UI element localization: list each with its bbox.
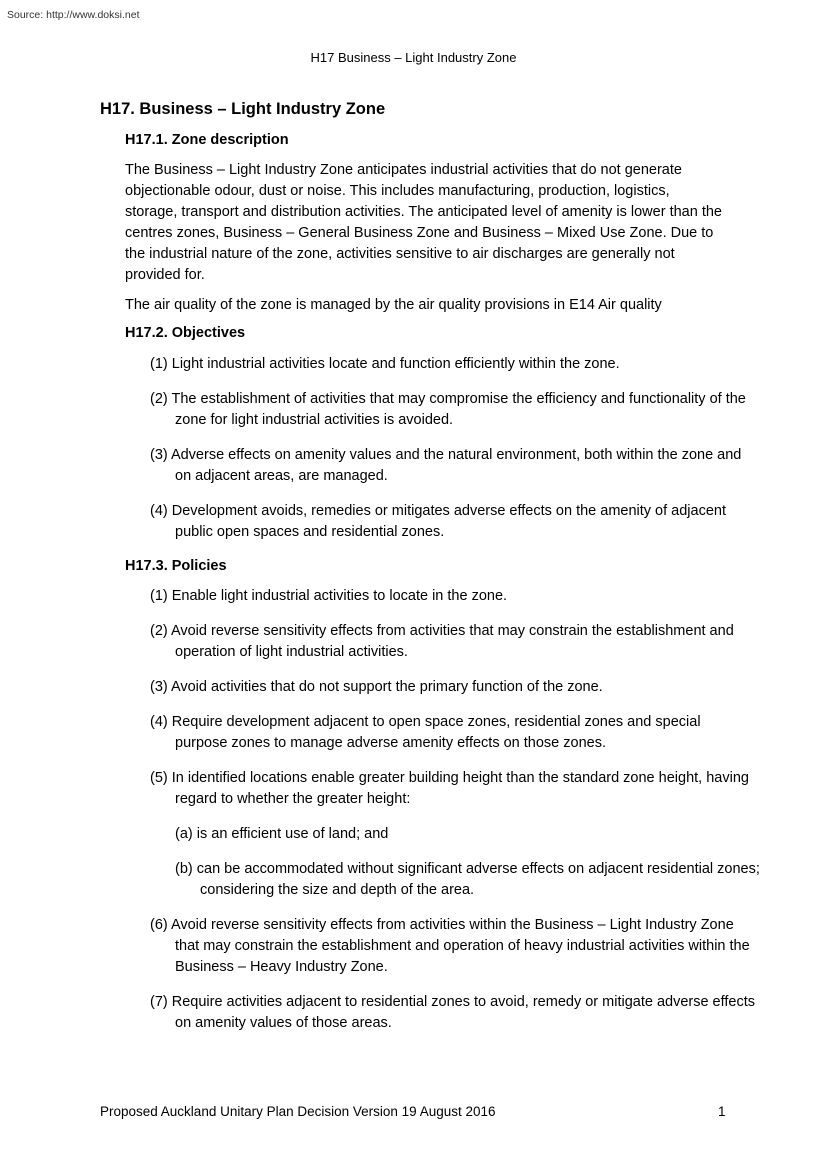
page-number: 1: [718, 1104, 726, 1119]
objective-item: (3) Adverse effects on amenity values and the natural environment, both within the zone and on adjacent areas, are managed.: [150, 447, 742, 484]
policy-item: (1) Enable light industrial activities to locate in the zone.: [150, 588, 508, 604]
running-header: H17 Business – Light Industry Zone: [310, 50, 517, 65]
zone-description-heading: H17.1. Zone description: [125, 132, 289, 148]
objective-item: (1) Light industrial activities locate and function efficiently within the zone.: [150, 356, 620, 372]
zone-description-paragraph: The Business – Light Industry Zone anticipates industrial activities that do not generate objectionable odour, dust or noise. This includes manufacturing, production, logistics, storage, transport and distribution activities. The anticipated level of amenity is lower than the centres zones, Business – General Business Zone and Business – Mixed Use Zone. Due to the industrial nature of the zone, activities sensitive to air discharges are generally not provided for.: [125, 162, 722, 283]
objective-item: (2) The establishment of activities that may compromise the efficiency and functionality of the zone for light industrial activities is avoided.: [150, 391, 746, 428]
policy-item: (7) Require activities adjacent to residential zones to avoid, remedy or mitigate adverse effects on amenity values of those areas.: [150, 994, 756, 1031]
policy-subitem: (b) can be accommodated without significant adverse effects on adjacent residential zones; considering the size and depth of the area.: [175, 861, 760, 898]
objectives-heading: H17.2. Objectives: [125, 325, 246, 341]
policy-item: (2) Avoid reverse sensitivity effects from activities that may constrain the establishment and operation of light industrial activities.: [150, 623, 734, 660]
page-title: H17. Business – Light Industry Zone: [100, 100, 386, 118]
policy-item: (5) In identified locations enable greater building height than the standard zone height, having regard to whether the greater height:: [150, 770, 749, 807]
policy-subitem: (a) is an efficient use of land; and: [175, 826, 389, 842]
objective-item: (4) Development avoids, remedies or mitigates adverse effects on the amenity of adjacent public open spaces and residential zones.: [150, 503, 726, 540]
policy-item: (3) Avoid activities that do not support the primary function of the zone.: [150, 679, 603, 695]
policy-item: (4) Require development adjacent to open space zones, residential zones and special purpose zones to manage adverse amenity effects on those zones.: [150, 714, 701, 751]
source-url: Source: http://www.doksi.net: [7, 9, 140, 21]
policies-heading: H17.3. Policies: [125, 558, 227, 574]
footer-text: Proposed Auckland Unitary Plan Decision Version 19 August 2016: [100, 1104, 496, 1119]
air-quality-paragraph: The air quality of the zone is managed by the air quality provisions in E14 Air quality: [125, 297, 662, 313]
policy-item: (6) Avoid reverse sensitivity effects from activities within the Business – Light Industry Zone that may constrain the establishment and operation of heavy industrial activities within the Business – Heavy Industry Zone.: [150, 917, 750, 975]
